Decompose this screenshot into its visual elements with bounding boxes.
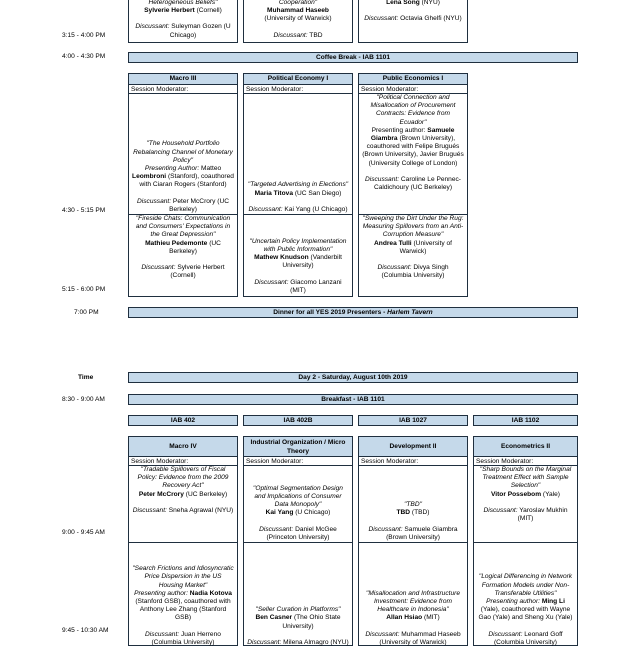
presenter-affiliation: (UC Berkeley) [183, 490, 228, 498]
discussant-label: Discussant: [273, 31, 308, 39]
time-column-header: Time [78, 374, 94, 381]
presenter-affiliation: (University of Warwick) [399, 239, 452, 255]
presenter-affiliation: (NYU) [419, 0, 440, 6]
time-slot: 4:30 - 5:15 PM [62, 207, 106, 214]
session-development-ii [358, 436, 468, 646]
presenter-affiliation: (Vanderbilt University) [282, 254, 342, 270]
paper-title: "Targeted Advertising in Elections" [247, 181, 349, 189]
dinner-text: Dinner for all YES 2019 Presenters - [273, 309, 388, 316]
presenter-name: Peter McCrory [138, 490, 184, 498]
discussant-label: Discussant: [132, 506, 167, 514]
presenter-name: Ming Li [541, 597, 565, 605]
session-political-economy-i [243, 73, 353, 297]
paper-title: "Sharp Bounds on the Marginal Treatment Effect with Sample Selection" [479, 466, 572, 490]
discussant-label: Discussant: [248, 205, 283, 213]
paper-title: "TBD" [404, 501, 422, 509]
session-header: Macro IV [129, 437, 237, 457]
discussant: Yaroslav Mukhin (MIT) [517, 506, 568, 523]
time-slot: 5:15 - 6:00 PM [62, 286, 106, 293]
presenter-affiliation: (Stanford), coauthored with Ciaran Rogers (Stanford) [139, 173, 234, 189]
presenter-name: Samuele Giambra [370, 126, 455, 143]
presenter-affiliation: (TBD) [410, 509, 430, 517]
presenter-name: Maria Titova [254, 189, 293, 197]
session-header: Political Economy I [244, 74, 352, 85]
presenter-name: Lena Song [386, 0, 420, 6]
presenter-affiliation: (MIT) [422, 614, 440, 622]
paper-title: "Uncertain Policy Implementation with Public Information" [249, 237, 347, 253]
discussant: Milena Almagro (NYU) [281, 638, 349, 646]
session-moderator: Session Moderator: [359, 457, 467, 466]
room-header: IAB 402B [243, 415, 353, 426]
presenter-name: Kai Yang [265, 509, 294, 517]
presenting-author-label: Presenting Author: [144, 164, 200, 172]
paper-title: "Fireside Chats: Communication and Consumers' Expectations in the Great Depression" [135, 215, 231, 239]
session-moderator: Session Moderator: [359, 85, 467, 94]
discussant-label: Discussant: [141, 264, 176, 272]
discussant-label: Discussant: [254, 278, 289, 286]
discussant-label: Discussant: [368, 525, 403, 533]
discussant: Divya Singh (Columbia University) [381, 264, 449, 280]
discussant-label: Discussant: [377, 264, 412, 272]
presenter-name: Mathieu Pedemonte [145, 239, 208, 247]
presenter-name: Muhammad Haseeb [267, 7, 329, 15]
paper-title: "Optimal Segmentation Design and Implications of Consumer Data Monopoly" [253, 484, 343, 509]
discussant-label: Discussant: [145, 630, 180, 638]
coffee-break-bar: Coffee Break - IAB 1101 [128, 52, 578, 63]
presenting-author-label: Presenting author: [134, 589, 188, 597]
time-slot: 9:00 - 9:45 AM [62, 529, 105, 536]
presenter-affiliation: (University of Warwick) [264, 15, 332, 23]
session-header: Development II [359, 437, 467, 457]
discussant: Caroline Le Pennec-Caldichoury (UC Berkeley) [373, 175, 462, 192]
room-header: IAB 1102 [473, 415, 578, 426]
paper-title: "Seller Curation in Platforms" [255, 606, 341, 614]
time-slot: 7:00 PM [74, 309, 99, 316]
dinner-bar [128, 307, 578, 318]
discussant-label: Discussant: [364, 15, 399, 23]
session-header: Public Economics I [359, 74, 467, 85]
presenter-name: Vitor Possebom [490, 490, 542, 498]
presenting-author-label: Presenting author: [371, 126, 426, 134]
discussant-label: Discussant: [135, 23, 170, 31]
discussant-label: Discussant: [247, 638, 282, 646]
discussant: Juan Herreno (Columbia University) [151, 630, 221, 646]
time-slot: 4:00 - 4:30 PM [62, 53, 106, 60]
paper-title: "Political Connection and Misallocation of Procurement Contracts: Evidence from Ecuador" [370, 94, 456, 126]
discussant: Leonard Goff (Columbia University) [493, 630, 563, 646]
presenter-affiliation: (Yale) [541, 490, 560, 498]
discussant: Suleyman Gozen (U Chicago) [169, 23, 231, 39]
discussant-label: Discussant: [488, 630, 523, 638]
top-session-col-2 [243, 0, 353, 43]
dinner-venue: Harlem Tavern [387, 309, 433, 316]
presenter-name: Nadia Kotova [189, 589, 232, 597]
presenting-author-label: Presenting author: [486, 597, 540, 605]
paper-title: "Logical Differencing in Network Formation Models under Non-Transferable Utilities" [478, 573, 573, 597]
time-slot: 8:30 - 9:00 AM [62, 396, 105, 403]
discussant: TBD [307, 31, 323, 39]
presenter-name: TBD [396, 509, 411, 517]
session-header: Econometrics II [474, 437, 577, 457]
discussant: Peter McCrory (UC Berkeley) [169, 197, 229, 213]
discussant: Octavia Ghelfi (NYU) [398, 15, 462, 23]
room-header: IAB 402 [128, 415, 238, 426]
paper-title: "Search Frictions and Idiosyncratic Price Dispersion in the US Housing Market" [132, 565, 234, 589]
presenter-affiliation: (The Ohio State University) [282, 614, 341, 630]
presenter-name: Leombroni [132, 173, 167, 181]
session-io-micro-theory [243, 436, 353, 646]
session-header: Macro III [129, 74, 237, 85]
session-moderator: Session Moderator: [244, 85, 352, 94]
session-econometrics-ii [473, 436, 578, 646]
discussant-label: Discussant: [364, 175, 400, 183]
paper-title: Cooperation" [278, 0, 318, 6]
session-moderator: Session Moderator: [244, 457, 352, 466]
time-slot: 9:45 - 10:30 AM [62, 627, 109, 634]
session-macro-iii [128, 73, 238, 297]
top-session-col-3 [358, 0, 468, 43]
paper-title: Heterogeneous Beliefs" [148, 0, 218, 6]
discussant: Kai Yang (U Chicago) [282, 205, 348, 213]
presenter-affiliation: (U Chicago) [293, 509, 331, 517]
presenter-affiliation: (UC Berkeley) [169, 239, 221, 255]
discussant: Sylverie Herbert (Cornell) [170, 264, 225, 280]
paper-title: "Tradable Spillovers of Fiscal Policy: Evidence from the 2009 Recovery Act" [137, 466, 229, 490]
discussant-label: Discussant: [483, 506, 518, 514]
session-moderator: Session Moderator: [474, 457, 577, 466]
session-moderator: Session Moderator: [129, 457, 237, 466]
presenter-name: Ben Casner [255, 614, 293, 622]
presenter-affiliation: (Stanford GSB), coauthored with Anthony Lee Zhang (Stanford GSB) [135, 597, 231, 622]
top-session-col-1 [128, 0, 238, 43]
presenter-name: Sylverie Herbert [144, 7, 195, 15]
discussant: Samuele Giambra (Brown University) [386, 525, 458, 541]
paper-title: "Sweeping the Dirt Under the Rug: Measuring Spillovers from an Anti-Corruption Measure" [362, 215, 464, 239]
discussant: Daniel McGee (Princeton University) [266, 525, 337, 541]
discussant: Giacomo Lanzani (MIT) [288, 278, 342, 294]
discussant-label: Discussant: [259, 525, 294, 533]
day2-header-bar: Day 2 - Saturday, August 10th 2019 [128, 372, 578, 383]
paper-title: "Misallocation and Infrastructure Investment: Evidence from Healthcare in Indonesia" [366, 589, 460, 614]
discussant-label: Discussant: [365, 630, 400, 638]
presenter-name: Mathew Knudson [254, 254, 309, 262]
presenter-name: Andrea Tulli [374, 239, 412, 247]
presenter-prefix: Matteo [199, 164, 222, 172]
session-moderator: Session Moderator: [129, 85, 237, 94]
room-header: IAB 1027 [358, 415, 468, 426]
session-header: Industrial Organization / Micro Theory [244, 437, 352, 457]
discussant-label: Discussant: [137, 197, 172, 205]
breakfast-bar: Breakfast - IAB 1101 [128, 394, 578, 405]
session-public-economics-i [358, 73, 468, 297]
presenter-affiliation: (Brown University), coauthored with Felipe Brugués (Brown University), Javier Brugués (University College of London) [362, 135, 464, 167]
paper-title: "The Household Portfolio Rebalancing Channel of Monetary Policy" [133, 140, 233, 164]
presenter-affiliation: (Cornell) [194, 7, 222, 15]
presenter-name: Allan Hsiao [386, 614, 423, 622]
presenter-affiliation: (UC San Diego) [292, 189, 342, 197]
discussant: Muhammad Haseeb (University of Warwick) [379, 630, 461, 646]
time-slot: 3:15 - 4:00 PM [62, 32, 106, 39]
discussant: Sneha Agrawal (NYU) [166, 506, 234, 514]
presenter-affiliation: (Yale), coauthored with Wayne Gao (Yale) and Sheng Xu (Yale) [478, 606, 573, 622]
session-macro-iv [128, 436, 238, 646]
